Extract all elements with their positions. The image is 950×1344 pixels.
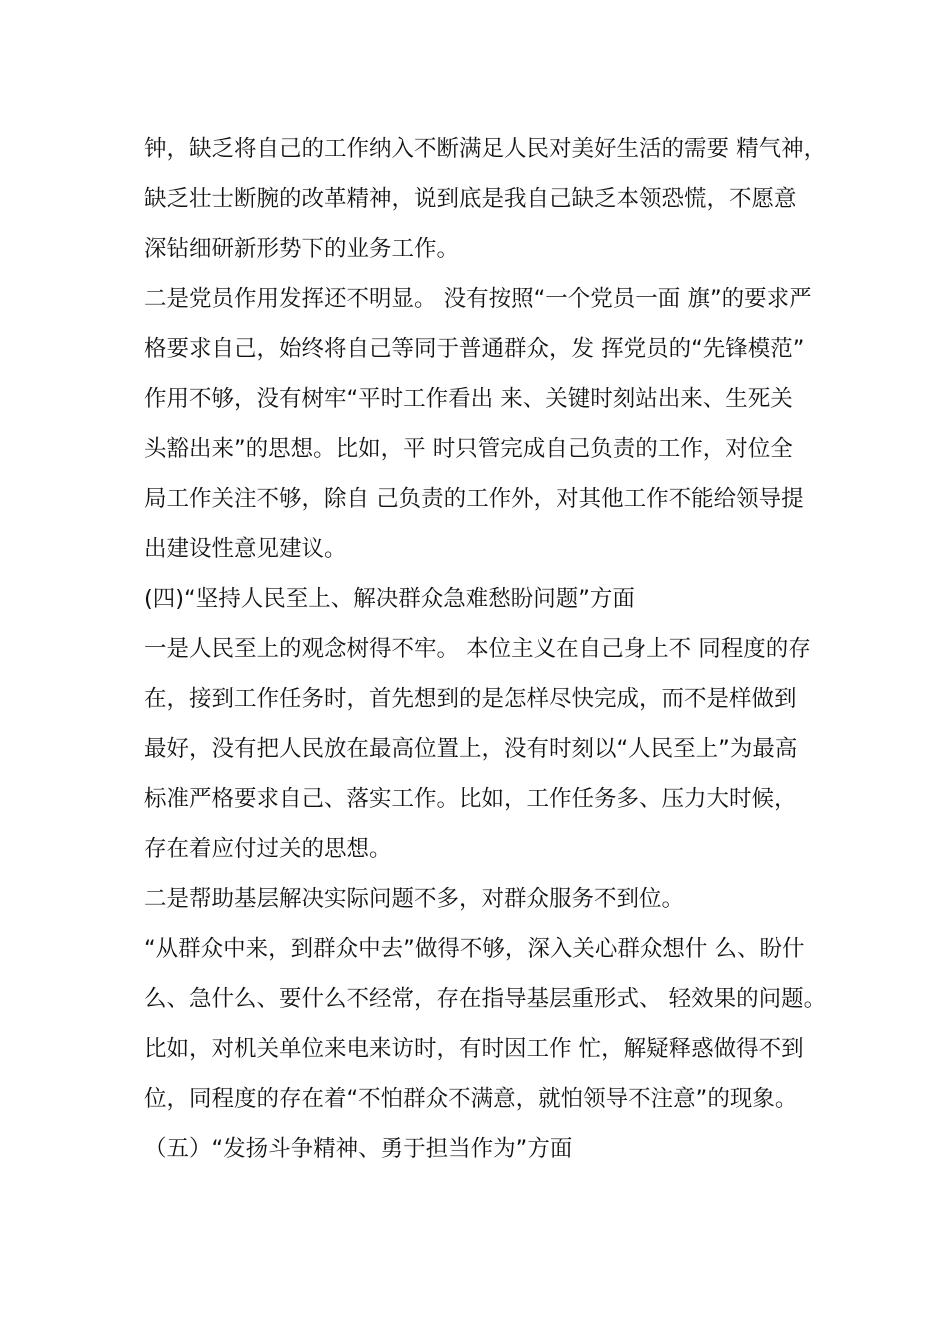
text-line: 深钻细研新形势下的业务工作。 [144,236,460,262]
text-line: 钟，缺乏将自己的工作纳入不断满足人民对美好生活的需要 精气神， [144,136,827,162]
text-line: 二是党员作用发挥还不明显。 没有按照“一个党员一面 旗”的要求严 [144,286,812,312]
text-line: 在，接到工作任务时，首先想到的是怎样尽快完成，而不是样做到 [144,686,797,712]
text-line: 一是人民至上的观念树得不牢。 本位主义在自己身上不 同程度的存 [144,636,811,662]
text-line: 作用不够，没有树牢“平时工作看出 来、关键时刻站出来、生死关 [144,386,793,412]
text-line: 位，同程度的存在着“不怕群众不满意，就怕领导不注意”的现象。 [144,1086,798,1112]
text-line: 存在着应付过关的思想。 [144,836,392,862]
text-line: 缺乏壮士断腕的改革精神，说到底是我自己缺乏本领恐慌，不愿意 [144,186,797,212]
text-line: 格要求自己，始终将自己等同于普通群众，发 挥党员的“先锋模范” [144,336,805,362]
text-line: 头豁出来”的思想。比如，平 时只管完成自己负责的工作，对位全 [144,436,793,462]
text-line: 出建设性意见建议。 [144,536,347,562]
section-heading: (四)“坚持人民至上、解决群众急难愁盼问题”方面 [144,586,635,612]
text-line: 局工作关注不够，除自 己负责的工作外，对其他工作不能给领导提 [144,486,804,512]
document-body [144,124,834,1174]
text-line: 比如，对机关单位来电来访时，有时因工作 忙，解疑释惑做得不到 [144,1036,804,1062]
text-line: 最好，没有把人民放在最高位置上，没有时刻以“人民至上”为最高 [144,736,798,762]
text-line: 么、急什么、要什么不经常，存在指导基层重形式、 轻效果的问题。 [144,986,827,1012]
text-line: “从群众中来，到群众中去”做得不够，深入关心群众想什 么、盼什 [144,936,805,962]
section-heading: （五）“发扬斗争精神、勇于担当作为”方面 [144,1136,573,1162]
text-line: 标准严格要求自己、落实工作。比如，工作任务多、压力大时候， [144,786,797,812]
text-line: 二是帮助基层解决实际问题不多，对群众服务不到位。 [144,886,685,912]
